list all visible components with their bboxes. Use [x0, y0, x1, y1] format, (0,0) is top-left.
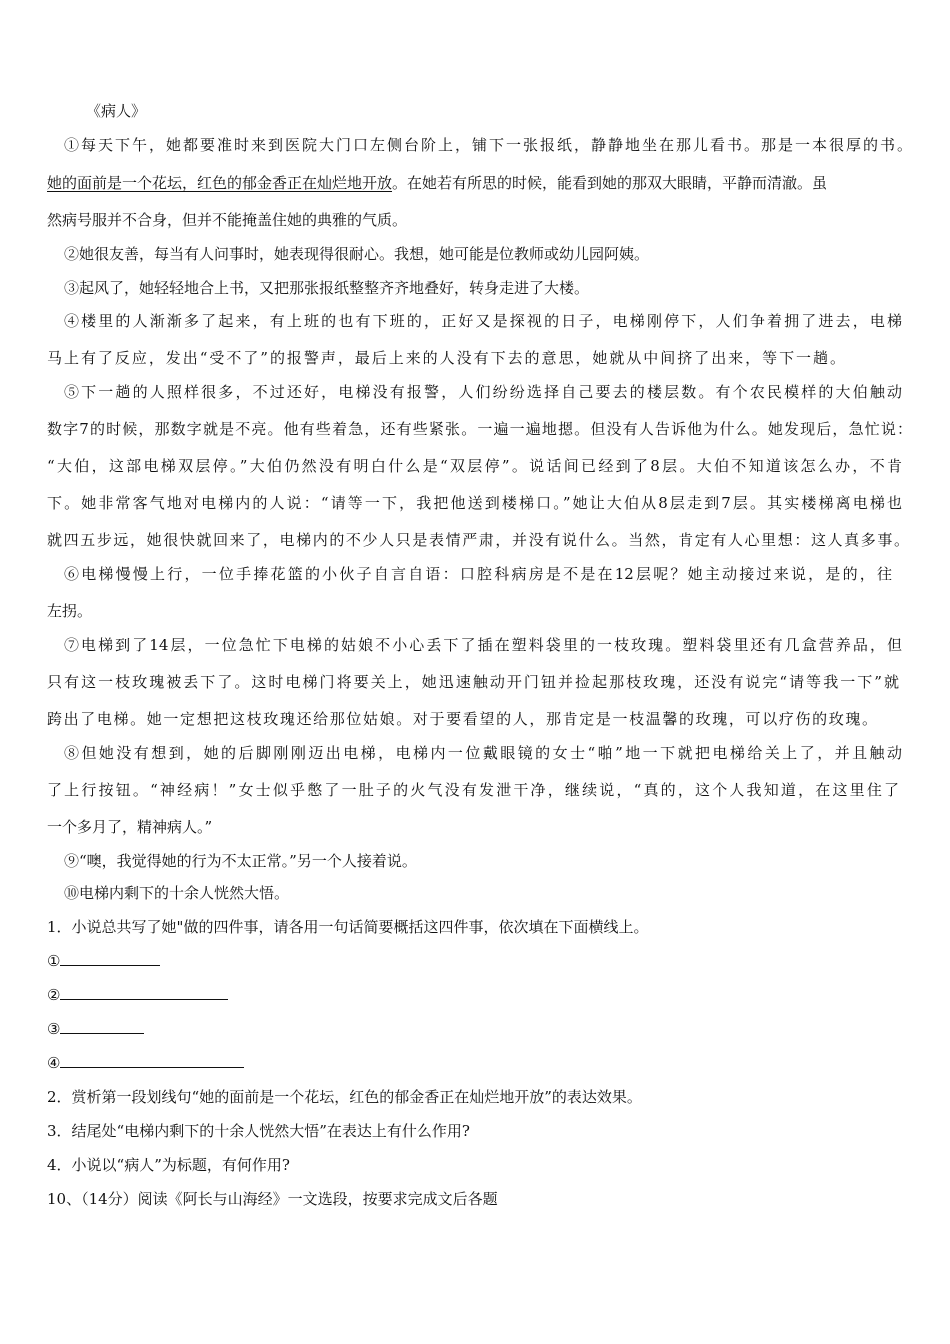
p1-line2-rest: 。在她若有所思的时候，能看到她的那双大眼睛，平静而清澈。虽 — [392, 174, 828, 192]
p8-line1: ⑧但她没有想到，她的后脚刚刚迈出电梯，电梯内一位戴眼镜的女士“啪”地一下就把电梯给关上了，并且触动 — [64, 744, 902, 762]
article-title: 《病人》 — [86, 102, 147, 120]
p6-line1: ⑥电梯慢慢上行，一位手捧花篮的小伙子自言自语：口腔科病房是不是在12层呢？她主动接过来说，是的，往 — [64, 565, 892, 583]
answer-blank-4[interactable] — [60, 1053, 244, 1068]
p10-line1: ⑩电梯内剩下的十余人恍然大悟。 — [64, 884, 290, 902]
answer-label-2: ② — [47, 986, 61, 1004]
p1-line3: 然病号服并不合身，但并不能掩盖住她的典雅的气质。 — [47, 211, 408, 229]
answer-blank-1[interactable] — [60, 951, 160, 966]
p8-line2: 了上行按钮。“神经病！”女士似乎憋了一肚子的火气没有发泄干净，继续说，“真的，这个人我知道，在这里住了 — [47, 781, 899, 799]
p5-line3: “大伯，这部电梯双层停。”大伯仍然没有明白什么是“双层停”。说话间已经到了8层。大伯不知道该怎么办，不肯 — [47, 457, 902, 475]
question-4: 4．小说以“病人”为标题，有何作用? — [47, 1156, 290, 1174]
p7-line3: 跨出了电梯。她一定想把这枝玫瑰还给那位姑娘。对于要看望的人，那肯定是一枝温馨的玫瑰，可以疗伤的玫瑰。 — [47, 710, 877, 728]
answer-label-3: ③ — [47, 1020, 61, 1038]
answer-line-2 — [47, 984, 228, 1006]
p7-line2: 只有这一枝玫瑰被丢下了。这时电梯门将要关上，她迅速触动开门钮并捡起那枝玫瑰，还没有说完“请等我一下”就 — [47, 673, 899, 691]
p2-text: 她很友善，每当有人问事时，她表现得很耐心。我想，她可能是位教师或幼儿园阿姨。 — [79, 245, 650, 263]
question-1: 1．小说总共写了她"做的四件事，请各用一句话简要概括这四件事，依次填在下面横线上。 — [47, 918, 649, 936]
p2-line1 — [64, 243, 649, 265]
p9-line1: ⑨“噢，我觉得她的行为不太正常。”另一个人接着说。 — [64, 852, 417, 870]
p8-line3: 一个多月了，精神病人。” — [47, 818, 213, 836]
answer-blank-3[interactable] — [60, 1019, 144, 1034]
answer-label-4: ④ — [47, 1054, 61, 1072]
underlined-sentence: 她的面前是一个花坛，红色的郁金香正在灿烂地开放 — [47, 174, 393, 192]
p5-line1: ⑤下一趟的人照样很多，不过还好，电梯没有报警，人们纷纷选择自己要去的楼层数。有个农民模样的大伯触动 — [64, 383, 902, 401]
answer-line-1 — [47, 950, 160, 972]
answer-line-4 — [47, 1052, 244, 1074]
p1-line2 — [47, 172, 827, 194]
answer-blank-2[interactable] — [60, 985, 228, 1000]
p5-line5: 就四五步远，她很快就回来了，电梯内的不少人只是表情严肃，并没有说什么。当然，肯定有人心里想：这人真多事。 — [47, 531, 909, 549]
p3-line1: ③起风了，她轻轻地合上书，又把那张报纸整整齐齐地叠好，转身走进了大楼。 — [64, 279, 590, 297]
question-2: 2．赏析第一段划线句“她的面前是一个花坛，红色的郁金香正在灿烂地开放”的表达效果。 — [47, 1088, 642, 1106]
p1-line1: ①每天下午，她都要准时来到医院大门口左侧台阶上，铺下一张报纸，静静地坐在那儿看书。那是一本很厚的书。 — [64, 136, 912, 154]
answer-line-3 — [47, 1018, 144, 1040]
question-3: 3．结尾处“电梯内剩下的十余人恍然大悟”在表达上有什么作用? — [47, 1122, 470, 1140]
circled-2-marker: ② — [64, 245, 80, 263]
p4-line1: ④楼里的人渐渐多了起来，有上班的也有下班的，正好又是探视的日子，电梯刚停下，人们争着拥了进去，电梯 — [64, 312, 902, 330]
p7-line1: ⑦电梯到了14层，一位急忙下电梯的姑娘不小心丢下了插在塑料袋里的一枝玫瑰。塑料袋里还有几盒营养品，但 — [64, 636, 902, 654]
p5-line2: 数字7的时候，那数字就是不亮。他有些着急，还有些紧张。一遍一遍地摁。但没有人告诉他为什么。她发现后，急忙说： — [47, 420, 912, 438]
answer-label-1: ① — [47, 952, 61, 970]
p5-line4: 下。她非常客气地对电梯内的人说：“请等一下，我把他送到楼梯口。”她让大伯从8层走到7层。其实楼梯离电梯也 — [47, 494, 902, 512]
question-10-heading: 10、（14分）阅读《阿长与山海经》一文选段，按要求完成文后各题 — [47, 1190, 498, 1208]
p4-line2: 马上有了反应，发出“受不了”的报警声，最后上来的人没有下去的意思，她就从中间挤了出来，等下一趟。 — [47, 349, 845, 367]
p6-line2: 左拐。 — [47, 602, 93, 620]
